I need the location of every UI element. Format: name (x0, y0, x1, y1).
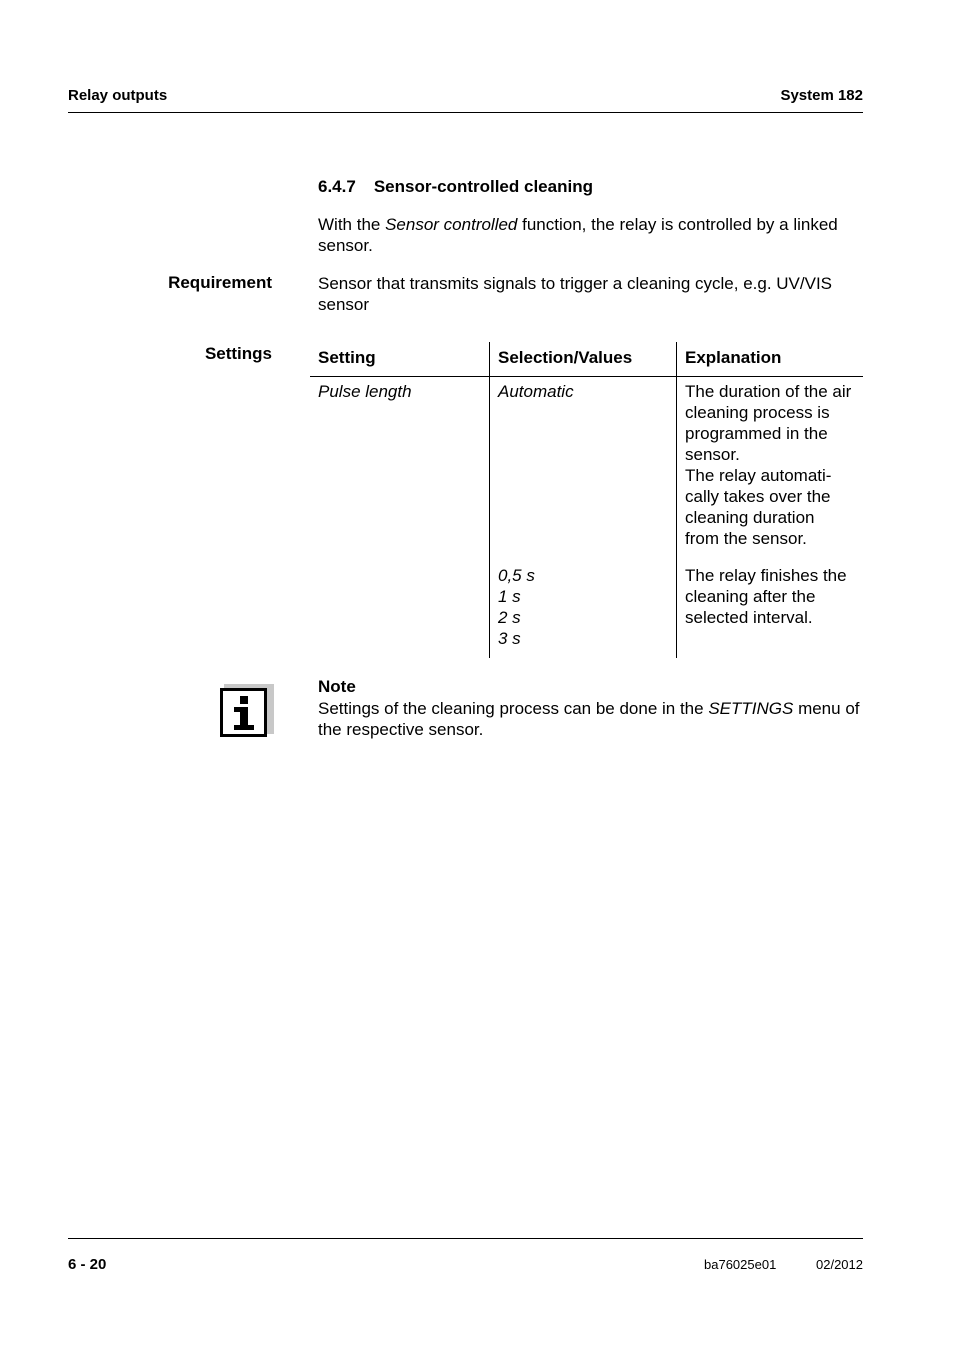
explanation-line: programmed in the (685, 424, 828, 443)
section-heading (318, 177, 593, 197)
intro-text-end: function, the relay is controlled by a linked sensor. (318, 215, 838, 255)
value-item: 2 s (498, 608, 521, 627)
explanation-line: cleaning process is (685, 403, 830, 422)
section-number: 6.4.7 (318, 177, 356, 196)
footer-rule (68, 1238, 863, 1239)
settings-table (310, 342, 863, 658)
table-header-row (310, 342, 863, 377)
page-number: 6 - 20 (68, 1256, 107, 1273)
note-text (318, 698, 863, 740)
explanation-line: cleaning duration (685, 508, 815, 527)
table-row (310, 377, 863, 562)
setting-cell: Pulse length (318, 382, 412, 401)
value-item: 1 s (498, 587, 521, 606)
table-header-values: Selection/Values (490, 342, 677, 377)
table-header-setting: Setting (310, 342, 490, 377)
intro-paragraph (318, 214, 863, 256)
table-row (310, 561, 863, 658)
explanation-line: cally takes over the (685, 487, 831, 506)
explanation-line: selected interval. (685, 608, 813, 627)
values-cell (490, 561, 677, 658)
section-title: Sensor-controlled cleaning (373, 177, 593, 196)
intro-text-start: With the (318, 215, 386, 234)
value-item: 3 s (498, 629, 521, 648)
value-item: 0,5 s (498, 566, 535, 585)
note-emphasis: SETTINGS (708, 699, 794, 718)
intro-emphasis: Sensor controlled (385, 215, 518, 234)
explanation-line: The relay finishes the (685, 566, 847, 585)
running-header-right: System 182 (780, 87, 863, 104)
requirement-label: Requirement (168, 273, 272, 292)
settings-label: Settings (204, 344, 272, 363)
note-text-start: Settings of the cleaning process can be done in the (318, 699, 709, 718)
document-date: 02/2012 (816, 1257, 863, 1272)
info-icon (220, 684, 274, 738)
explanation-line: The duration of the air (685, 382, 852, 401)
value-item: Automatic (498, 382, 574, 401)
header-rule (68, 112, 863, 113)
note-text-end: menu of the respective sensor. (318, 699, 860, 739)
explanation-line: The relay automati- (685, 466, 832, 485)
explanation-cell (677, 377, 864, 562)
note-title: Note (318, 677, 356, 696)
document-id: ba76025e01 (704, 1257, 777, 1272)
explanation-line: from the sensor. (685, 529, 807, 548)
explanation-cell (677, 561, 864, 658)
table-header-explanation: Explanation (677, 342, 864, 377)
setting-cell (310, 561, 490, 658)
explanation-line: sensor. (685, 445, 740, 464)
requirement-text: Sensor that transmits signals to trigger a cleaning cycle, e.g. UV/VIS sensor (318, 274, 833, 314)
running-header-left: Relay outputs (68, 87, 168, 104)
explanation-line: cleaning after the (685, 587, 816, 606)
values-cell (490, 377, 677, 562)
